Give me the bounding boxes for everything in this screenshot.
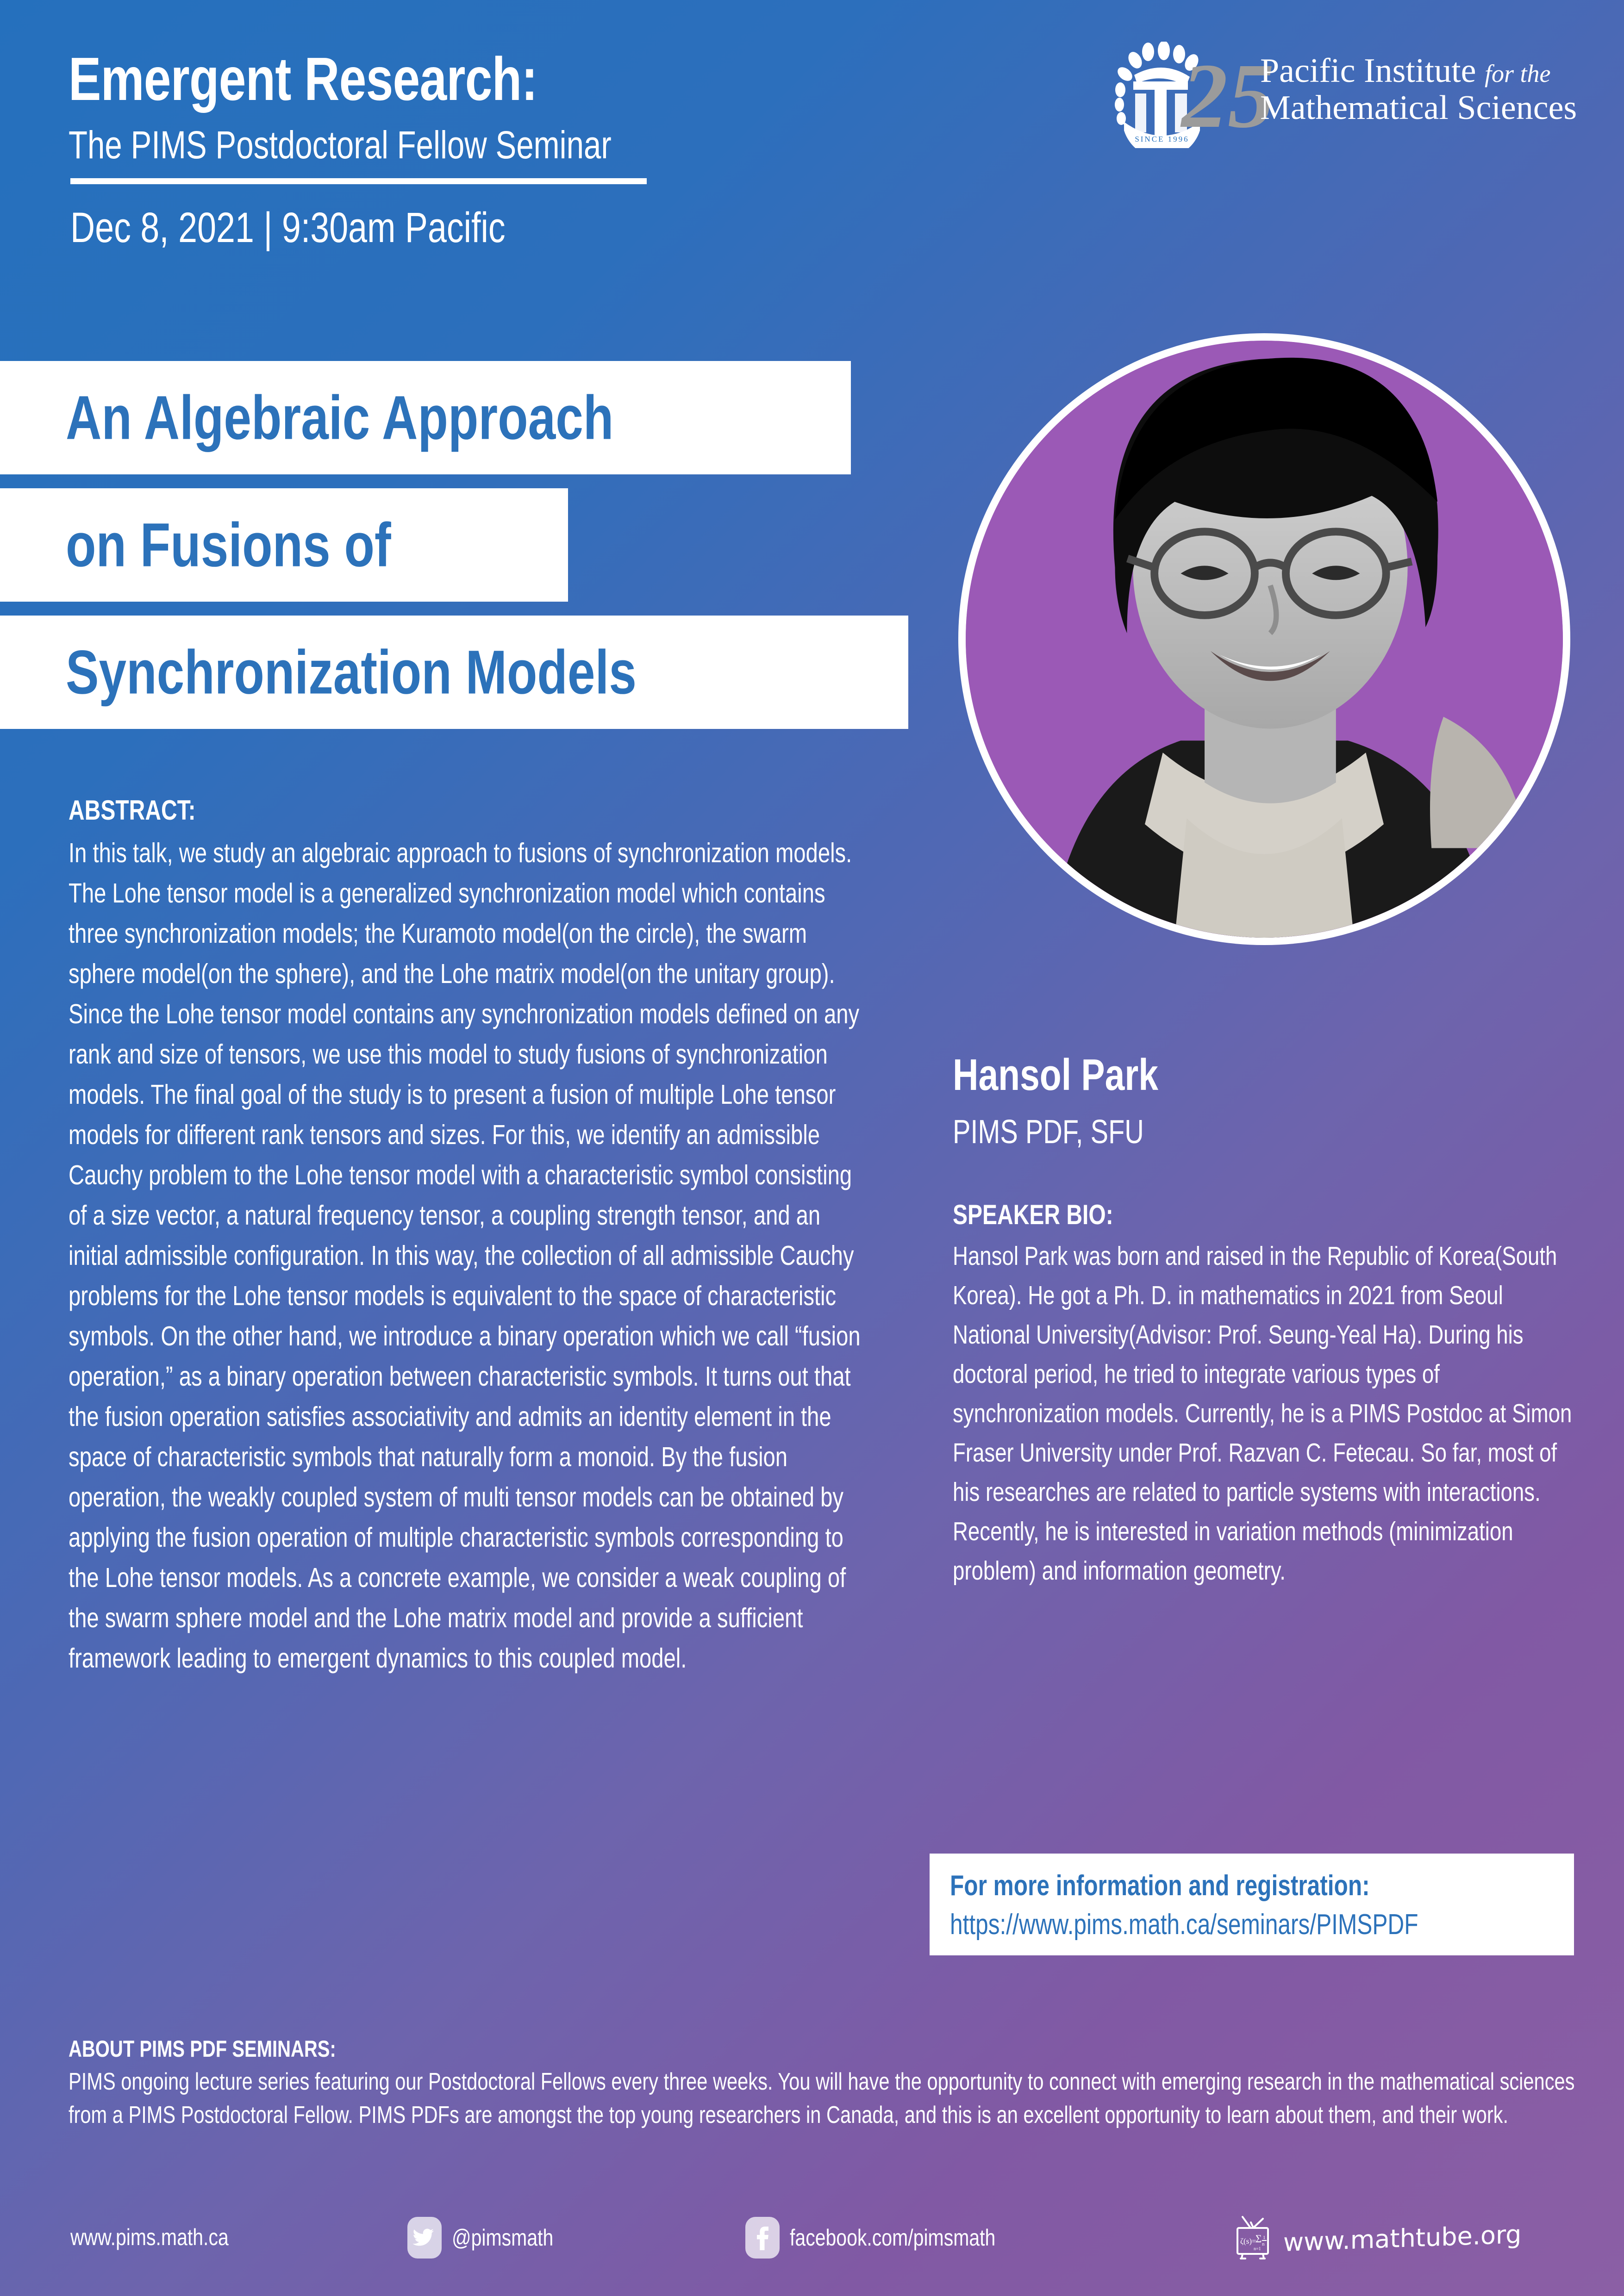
registration-box[interactable] <box>930 1854 1574 1955</box>
svg-text:SINCE 1996: SINCE 1996 <box>1135 135 1189 143</box>
svg-text:n=1: n=1 <box>1254 2246 1261 2252</box>
talk-title-bar-3 <box>0 616 908 729</box>
talk-title-bar-2 <box>0 488 568 602</box>
speaker-affiliation: PIMS PDF, SFU <box>953 1114 1144 1151</box>
logo-wordmark <box>1260 53 1577 127</box>
mathtube-tv-icon <box>1231 2213 1274 2263</box>
svg-text:n: n <box>1262 2241 1265 2247</box>
facebook-icon <box>745 2217 780 2259</box>
mathtube-url: www.mathtube.org <box>1283 2219 1522 2257</box>
svg-text:1: 1 <box>1263 2235 1266 2240</box>
twitter-icon <box>407 2217 442 2259</box>
poster-series-subtitle: The PIMS Postdoctoral Fellow Seminar <box>69 123 612 167</box>
facebook-link[interactable] <box>745 2217 1041 2259</box>
pims-logo <box>1107 44 1580 146</box>
talk-title-line-2: on Fusions of <box>66 510 391 579</box>
talk-title-line-1: An Algebraic Approach <box>66 383 614 452</box>
about-text: PIMS ongoing lecture series featuring our Postdoctoral Fellows every three weeks. You will have the opportunity to connect with emerging research in the mathematical sciences from a PIMS Postdoctoral Fellow. PIMS PDFs are amongst the top young researchers in Canada, and this is an excellent opportunity to learn about them, and their work. <box>69 2068 1575 2128</box>
speaker-name: Hansol Park <box>953 1050 1158 1100</box>
twitter-handle: @pimsmath <box>452 2225 554 2251</box>
twitter-link[interactable] <box>407 2217 575 2259</box>
speaker-bio-text: Hansol Park was born and raised in the Republic of Korea(South Korea). He got a Ph. D. in mathematics in 2021 from Seoul National University(Advisor: Prof. Seung-Yeal Ha). During his doctoral period, he tried to integrate various types of synchronization models. Currently, he is a PIMS Postdoc at Simon Fraser University under Prof. Razvan C. Fetecau. So far, most of his researches are related to particle systems with interactions. Recently, he is interested in variation methods (minimization problem) and information geometry. <box>953 1241 1572 1586</box>
speaker-photo <box>958 333 1570 945</box>
svg-text:ζ(s)=: ζ(s)= <box>1240 2237 1256 2246</box>
logo-25-mark: 25 <box>1181 45 1274 147</box>
mathtube-link[interactable] <box>1231 2213 1521 2263</box>
registration-url[interactable]: https://www.pims.math.ca/seminars/PIMSPDF <box>950 1909 1418 1941</box>
logo-line2: Mathematical Sciences <box>1260 88 1577 127</box>
header-divider <box>70 178 647 184</box>
logo-line1-main: Pacific Institute <box>1260 52 1476 90</box>
poster-series-title: Emergent Research: <box>69 45 537 113</box>
about-heading: ABOUT PIMS PDF SEMINARS: <box>69 2036 336 2062</box>
website-label: www.pims.math.ca <box>70 2224 229 2250</box>
abstract-text: In this talk, we study an algebraic approach to fusions of synchronization models. The Lohe tensor model is a generalized synchronization model which contains three synchronization models; the Kuramoto model(on the circle), the swarm sphere model(on the sphere), and the Lohe matrix model(on the unitary group). Since the Lohe tensor model contains any synchronization models defined on any rank and size of tensors, we use this model to study fusions of synchronization models. The final goal of the study is to present a fusion of multiple Lohe tensor models for different rank tensors and sizes. For this, we identify an admissible Cauchy problem to the Lohe tensor model with a characteristic symbol consisting of a size vector, a natural frequency tensor, a coupling strength tensor, and an initial admissible configuration. In this way, the collection of all admissible Cauchy problems for the Lohe tensor models is equivalent to the space of characteristic symbols. On the other hand, we introduce a binary operation which we call “fusion operation,” as a binary operation between characteristic symbols. It turns out that the fusion operation satisfies associativity and admits an identity element in the space of characteristic symbols that naturally form a monoid. By the fusion operation, the weakly coupled system of multi tensor models can be obtained by applying the fusion operation of multiple characteristic symbols corresponding to the Lohe tensor models. As a concrete example, we consider a weak coupling of the swarm sphere model and the Lohe matrix model and provide a sufficient framework leading to emergent dynamics to this coupled model. <box>69 838 861 1674</box>
website-link[interactable] <box>70 2224 263 2251</box>
svg-text:Σ: Σ <box>1255 2233 1262 2245</box>
facebook-url: facebook.com/pimsmath <box>790 2225 996 2251</box>
speaker-bio-heading: SPEAKER BIO: <box>953 1199 1113 1230</box>
talk-title-line-3: Synchronization Models <box>66 638 637 707</box>
abstract-heading: ABSTRACT: <box>69 795 196 826</box>
event-date-time: Dec 8, 2021 | 9:30am Pacific <box>70 204 506 251</box>
logo-line1-italic: for the <box>1484 60 1551 87</box>
talk-title-bar-1 <box>0 361 851 474</box>
registration-label: For more information and registration: <box>950 1870 1370 1902</box>
